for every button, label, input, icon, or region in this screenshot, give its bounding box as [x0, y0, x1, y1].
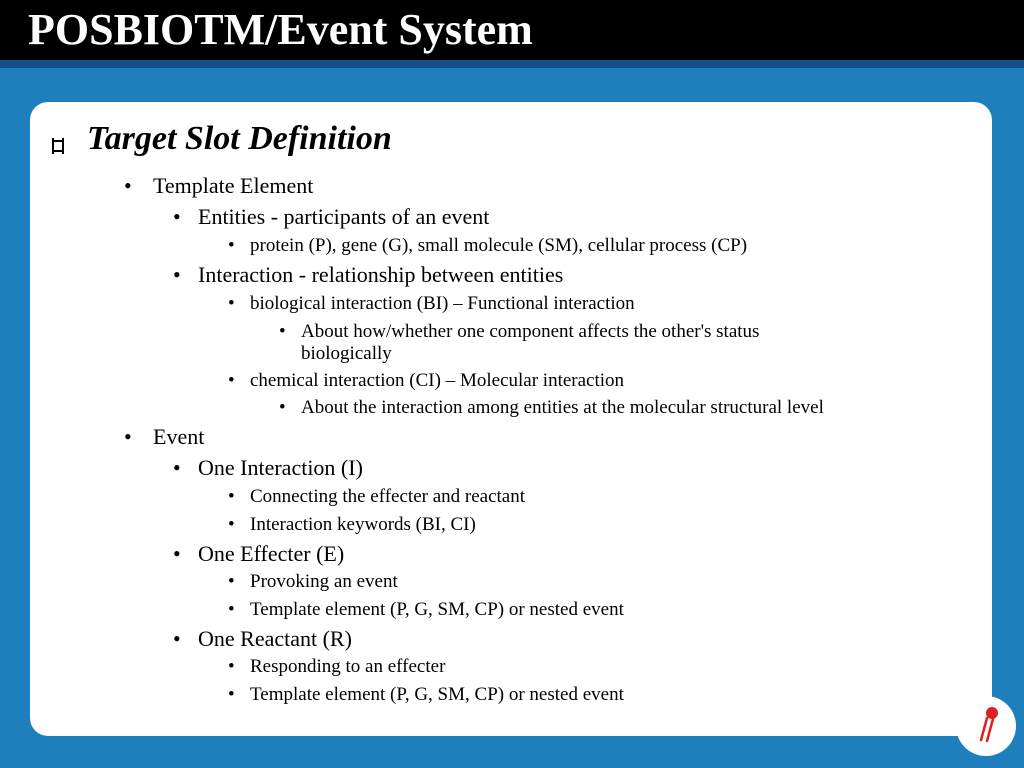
bullet-dot: • [124, 424, 132, 449]
title-underline [0, 60, 1024, 68]
bullet-dot: • [173, 455, 181, 480]
slide-title: POSBIOTM/Event System [28, 5, 533, 54]
list-item-text: Responding to an effecter [250, 656, 446, 677]
list-item-text: Connecting the effecter and reactant [250, 486, 526, 507]
bullet-dot: • [173, 541, 181, 566]
list-item-text: One Reactant (R) [198, 626, 352, 651]
bullet-dot: • [279, 321, 286, 342]
list-item-text: biologically [301, 343, 392, 364]
bullet-dot: • [173, 626, 181, 651]
list-item-text: Entities - participants of an event [198, 204, 490, 229]
list-item-text: Template element (P, G, SM, CP) or nested event [250, 684, 624, 705]
bullet-dot: • [173, 204, 181, 229]
bullet-dot: • [228, 514, 235, 535]
list-item-text: One Interaction (I) [198, 455, 363, 480]
list-item-text: chemical interaction (CI) – Molecular interaction [250, 370, 625, 391]
list-item-text: Template Element [153, 173, 314, 198]
list-item-text: Provoking an event [250, 571, 398, 592]
list-item-text: protein (P), gene (G), small molecule (SM), cellular process (CP) [250, 235, 748, 256]
list-item-text: About how/whether one component affects the other's status [301, 321, 760, 342]
bullet-dot: • [228, 656, 235, 677]
list-item-text: About the interaction among entities at the molecular structural level [301, 397, 824, 418]
bullet-dot: • [124, 173, 132, 198]
list-item-text: Template element (P, G, SM, CP) or nested event [250, 599, 624, 620]
list-item-text: One Effecter (E) [198, 541, 345, 566]
bullet-dot: • [228, 684, 235, 705]
bullet-dot: • [228, 235, 235, 256]
square-bullet-icon [49, 137, 67, 155]
list-item-text: Interaction keywords (BI, CI) [250, 514, 476, 535]
section-heading: Target Slot Definition [87, 120, 392, 157]
list-item-text: biological interaction (BI) – Functional interaction [250, 293, 635, 314]
list-item-text: Event [153, 424, 205, 449]
bullet-dot: • [228, 486, 235, 507]
logo-icon [956, 696, 1016, 756]
list-item-text: Interaction - relationship between entities [198, 262, 564, 287]
bullet-dot: • [228, 571, 235, 592]
bullet-dot: • [173, 262, 181, 287]
bullet-dot: • [228, 599, 235, 620]
bullet-dot: • [279, 397, 286, 418]
bullet-dot: • [228, 293, 235, 314]
bullet-dot: • [228, 370, 235, 391]
